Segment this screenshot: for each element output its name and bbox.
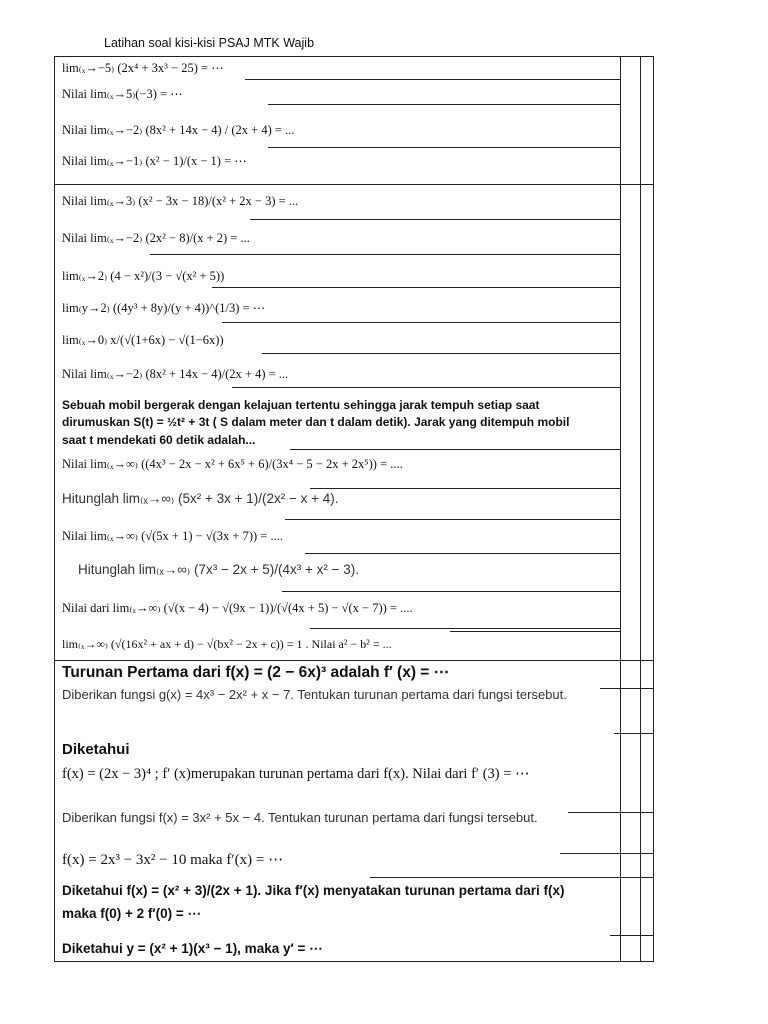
row-line <box>568 812 654 813</box>
row-line <box>212 287 620 288</box>
row-line <box>250 219 620 220</box>
question-19: Diberikan fungsi g(x) = 4x³ − 2x² + x − 7. Tentukan turunan pertama dari fungsi tersebut. <box>62 687 567 702</box>
question-18: Turunan Pertama dari f(x) = (2 − 6x)³ adalah f′ (x) = ⋯ <box>62 664 450 681</box>
row-line <box>310 628 620 629</box>
row-line <box>150 254 620 255</box>
row-line <box>262 353 620 354</box>
row-line <box>245 79 620 80</box>
row-line <box>560 853 654 854</box>
question-24: Diketahui y = (x² + 1)(x³ − 1), maka y′ = ⋯ <box>62 941 323 956</box>
question-17: lim₍ₓ→∞₎ (√(16x² + ax + d) − √(bx² − 2x + c)) = 1 . Nilai a² − b² = ... <box>62 637 392 651</box>
row-line <box>610 935 654 936</box>
question-5: Nilai lim₍ₓ→3₎ (x² − 3x − 18)/(x² + 2x − 3) = ... <box>62 194 299 208</box>
row-line <box>285 519 620 520</box>
row-line <box>268 104 620 105</box>
section-divider <box>54 184 654 185</box>
question-10: Nilai lim₍ₓ→−2₎ (8x² + 14x − 4)/(2x + 4) = ... <box>62 367 289 381</box>
question-20-label: Diketahui <box>62 741 130 758</box>
question-12: Nilai lim₍ₓ→∞₎ ((4x³ − 2x − x² + 6x⁵ + 6)/(3x⁴ − 5 − 2x + 2x⁵)) = .... <box>62 457 403 471</box>
row-line <box>305 553 620 554</box>
question-9: lim₍ₓ→0₎ x/(√(1+6x) − √(1−6x)) <box>62 333 224 347</box>
document-title: Latihan soal kisi-kisi PSAJ MTK Wajib <box>104 36 315 50</box>
question-2: Nilai lim₍ₓ→5₎(−3) = ⋯ <box>62 87 183 101</box>
column-divider <box>640 56 641 962</box>
question-22: f(x) = 2x³ − 3x² − 10 maka f′(x) = ⋯ <box>62 852 284 868</box>
row-line <box>450 631 620 632</box>
question-3: Nilai lim₍ₓ→−2₎ (8x² + 14x − 4) / (2x + 4) = ... <box>62 123 295 137</box>
row-line <box>222 322 620 323</box>
row-line <box>54 660 654 661</box>
question-13: Hitunglah lim₍ₓ→∞₎ (5x² + 3x + 1)/(2x² − x + 4). <box>62 491 339 506</box>
question-23: Diketahui f(x) = (x² + 3)/(2x + 1). Jika f′(x) menyatakan turunan pertama dari f(x) maka f(0) + 2 f′(0) = ⋯ <box>62 883 565 921</box>
question-15: Hitunglah lim₍ₓ→∞₎ (7x³ − 2x + 5)/(4x³ + x² − 3). <box>78 562 360 577</box>
question-20: f(x) = (2x − 3)⁴ ; f′ (x)merupakan turunan pertama dari f(x). Nilai dari f′ (3) = ⋯ <box>62 766 530 782</box>
question-21: Diberikan fungsi f(x) = 3x² + 5x − 4. Tentukan turunan pertama dari fungsi tersebut. <box>62 810 538 825</box>
question-11: Sebuah mobil bergerak dengan kelajuan tertentu sehingga jarak tempuh setiap saat dirumuskan S(t) = ½t² + 3t ( S dalam meter dan t dalam detik). Jarak yang ditempuh mobil saat t mendekati 60 detik adalah... <box>62 398 570 447</box>
question-4: Nilai lim₍ₓ→−1₎ (x² − 1)/(x − 1) = ⋯ <box>62 154 247 168</box>
question-16: Nilai dari lim₍ₓ→∞₎ (√(x − 4) − √(9x − 1))/(√(4x + 5) − √(x − 7)) = .... <box>62 601 413 615</box>
row-line <box>600 688 654 689</box>
row-line <box>232 387 620 388</box>
row-line <box>282 591 620 592</box>
row-line <box>614 733 654 734</box>
row-line <box>268 147 620 148</box>
question-8: lim₍y→2₎ ((4y³ + 8y)/(y + 4))^(1/3) = ⋯ <box>62 301 266 315</box>
question-1: lim₍ₓ→−5₎ (2x⁴ + 3x³ − 25) = ⋯ <box>62 61 224 75</box>
column-divider <box>620 56 621 962</box>
question-14: Nilai lim₍ₓ→∞₎ (√(5x + 1) − √(3x + 7)) = .... <box>62 529 283 543</box>
question-6: Nilai lim₍ₓ→−2₎ (2x² − 8)/(x + 2) = ... <box>62 231 250 245</box>
row-line <box>310 488 620 489</box>
row-line <box>370 877 654 878</box>
question-7: lim₍ₓ→2₎ (4 − x²)/(3 − √(x² + 5)) <box>62 269 225 283</box>
